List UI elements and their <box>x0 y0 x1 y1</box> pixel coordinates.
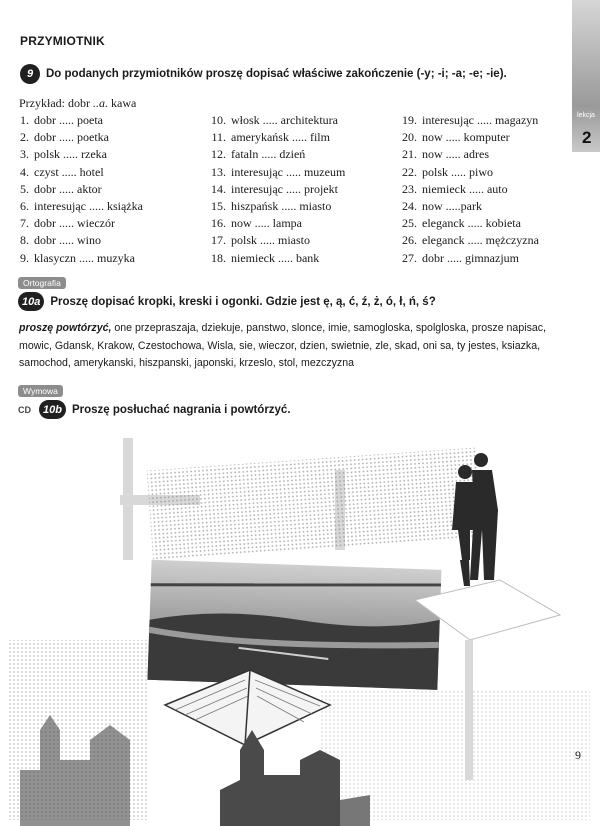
list-item: 13. interesując ..... muzeum <box>211 164 346 179</box>
exercise-9-column-3 <box>397 112 539 267</box>
exercise-10a-header <box>18 292 436 311</box>
list-item: 12. fataln ..... dzień <box>211 147 306 162</box>
list-item: 20. now ..... komputer <box>402 130 510 145</box>
exercise-9-header <box>20 64 507 84</box>
exercise-10b-instruction: Proszę posłuchać nagrania i powtórzyć. <box>71 403 291 416</box>
list-item: 18. niemieck ..... bank <box>211 250 320 265</box>
list-item: 21. now ..... adres <box>402 147 489 162</box>
section-title: PRZYMIOTNIK <box>20 34 105 48</box>
list-item: 10. włosk ..... architektura <box>211 113 338 127</box>
list-item: 26. eleganck ..... mężczyzna <box>402 233 539 248</box>
list-item: 9. klasyczn ..... muzyka <box>20 250 135 265</box>
list-item: 8. dobr ..... wino <box>20 233 101 248</box>
side-tab-number: 2 <box>582 128 592 147</box>
wymowa-tag: Wymowa <box>18 385 63 397</box>
example-line <box>19 96 136 111</box>
list-item: 5. dobr ..... aktor <box>20 181 102 196</box>
list-item: 22. polsk ..... piwo <box>402 164 494 179</box>
river-photo <box>147 560 441 690</box>
example-answer: ..a. <box>93 96 108 110</box>
exercise-10a-instruction: Proszę dopisać kropki, kreski i ogonki. Gdzie jest ę, ą, ć, ź, ż, ó, ł, ń, ś? <box>50 295 436 308</box>
list-item: 1. dobr ..... poeta <box>20 113 103 127</box>
list-item: 11. amerykańsk ..... film <box>211 130 330 145</box>
cd-icon: CD <box>18 404 31 415</box>
list-item: 2. dobr ..... poetka <box>20 130 109 145</box>
side-tab-label: lekcja <box>577 112 595 119</box>
list-item: 17. polsk ..... miasto <box>211 233 311 248</box>
list-item: 6. interesując ..... książka <box>20 199 143 214</box>
example-noun: kawa <box>111 96 137 110</box>
exercise-10a-words <box>19 320 564 373</box>
list-item: 27. dobr ..... gimnazjum <box>402 250 519 265</box>
list-item: 24. now .....park <box>402 199 482 214</box>
list-item: 16. now ..... lampa <box>211 216 302 231</box>
exercise-10b-badge: 10b <box>39 400 66 419</box>
list-item: 15. hiszpańsk ..... miasto <box>211 199 332 214</box>
list-item: 25. eleganck ..... kobieta <box>402 216 521 231</box>
halftone-panel <box>147 448 482 561</box>
words-list: one przepraszaja, dziekuje, panstwo, slonce, imie, samogloska, spolgloska, prosze napisac, mowic, Gdansk, Krakow, Czestochowa, Wisla, sie, wieczor, dzien, swietnie, zle, skad, oni sa, ty jestes, ksiazka, samochod, amerykanski, hiszpanski, japonski, krzeslo, stol, mezczyzna <box>19 322 547 369</box>
ortografia-tag: Ortografia <box>18 277 66 289</box>
exercise-9-column-2 <box>206 112 345 267</box>
exercise-9-badge: 9 <box>20 64 40 84</box>
exercise-10b-header <box>18 400 291 419</box>
list-item: 7. dobr ..... wieczór <box>20 216 115 231</box>
words-lead: proszę powtórzyć, <box>19 322 112 334</box>
exercise-10a-badge: 10a <box>18 292 44 311</box>
page-number: 9 <box>575 748 581 762</box>
list-item: 19. interesując ..... magazyn <box>402 113 539 127</box>
list-item: 3. polsk ..... rzeka <box>20 147 107 162</box>
exercise-9-instruction: Do podanych przymiotników proszę dopisać właściwe zakończenie (-y; -i; -a; -e; -ie). <box>46 68 507 80</box>
decorative-collage <box>0 430 600 826</box>
lesson-side-tab <box>572 0 600 152</box>
list-item: 23. niemieck ..... auto <box>402 181 508 196</box>
list-item: 4. czyst ..... hotel <box>20 164 104 179</box>
example-prefix: Przykład: dobr <box>19 96 90 110</box>
exercise-9-column-1 <box>8 112 143 267</box>
list-item: 14. interesując ..... projekt <box>211 181 338 196</box>
two-people-figure <box>452 453 498 586</box>
